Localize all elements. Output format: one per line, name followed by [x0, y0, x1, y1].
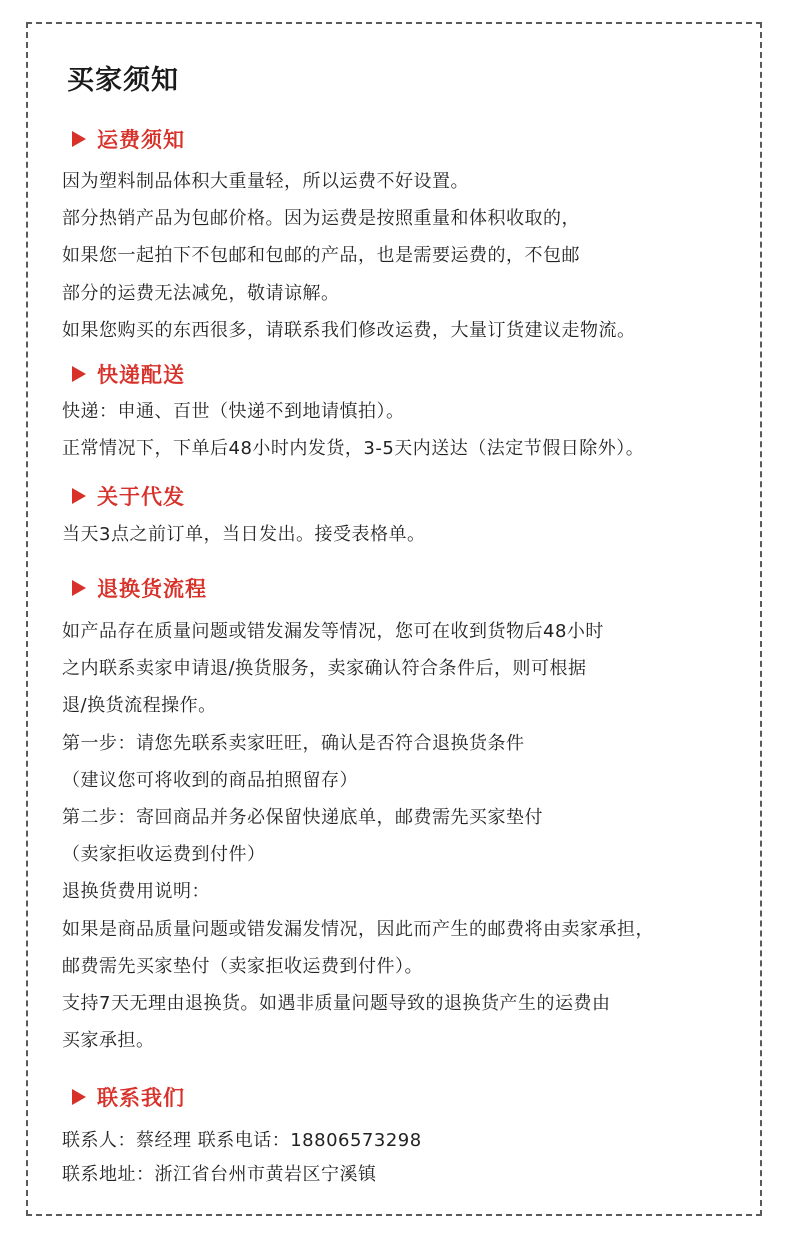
returns-line: 之内联系卖家申请退/换货服务，卖家确认符合条件后，则可根据: [62, 658, 587, 679]
red-triangle-icon: [72, 1089, 86, 1105]
section-heading-contact: 联系我们: [72, 1082, 185, 1112]
shipping-fee-line: 因为塑料制品体积大重量轻，所以运费不好设置。: [62, 171, 469, 192]
returns-line: （建议您可将收到的商品拍照留存）: [62, 770, 358, 791]
delivery-line: 快递：申通、百世（快递不到地请慎拍）。: [62, 401, 405, 422]
red-triangle-icon: [72, 131, 86, 147]
red-triangle-icon: [72, 488, 86, 504]
returns-line: 如产品存在质量问题或错发漏发等情况，您可在收到货物后48小时: [62, 621, 604, 642]
returns-line: （卖家拒收运费到付件）: [62, 844, 266, 865]
delivery-line: 正常情况下，下单后48小时内发货，3-5天内送达（法定节假日除外）。: [62, 438, 645, 459]
returns-line: 退换货费用说明：: [62, 881, 210, 902]
shipping-fee-line: 部分的运费无法减免，敬请谅解。: [62, 283, 340, 304]
section-heading-dropship: 关于代发: [72, 481, 185, 511]
returns-line: 退/换货流程操作。: [62, 695, 217, 716]
shipping-fee-line: 部分热销产品为包邮价格。因为运费是按照重量和体积收取的，: [62, 208, 580, 229]
contact-person-line: 联系人：蔡经理 联系电话：18806573298: [62, 1130, 422, 1151]
section-heading-shipping-fee: 运费须知: [72, 124, 185, 154]
shipping-fee-line: 如果您一起拍下不包邮和包邮的产品，也是需要运费的，不包邮: [62, 245, 580, 266]
contact-address-line: 联系地址：浙江省台州市黄岩区宁溪镇: [62, 1164, 377, 1185]
returns-line: 支持7天无理由退换货。如遇非质量问题导致的退换货产生的运费由: [62, 993, 611, 1014]
returns-line: 第二步：寄回商品并务必保留快递底单，邮费需先买家垫付: [62, 807, 543, 828]
red-triangle-icon: [72, 580, 86, 596]
section-heading-delivery: 快递配送: [72, 359, 185, 389]
dropship-line: 当天3点之前订单，当日发出。接受表格单。: [62, 524, 426, 545]
page-title: 买家须知: [67, 65, 179, 96]
section-heading-returns: 退换货流程: [72, 573, 207, 603]
returns-line: 买家承担。: [62, 1030, 155, 1051]
returns-line: 如果是商品质量问题或错发漏发情况，因此而产生的邮费将由卖家承担，: [62, 919, 654, 940]
returns-line: 第一步：请您先联系卖家旺旺，确认是否符合退换货条件: [62, 733, 525, 754]
red-triangle-icon: [72, 366, 86, 382]
shipping-fee-line: 如果您购买的东西很多，请联系我们修改运费，大量订货建议走物流。: [62, 320, 636, 341]
returns-line: 邮费需先买家垫付（卖家拒收运费到付件）。: [62, 956, 423, 977]
